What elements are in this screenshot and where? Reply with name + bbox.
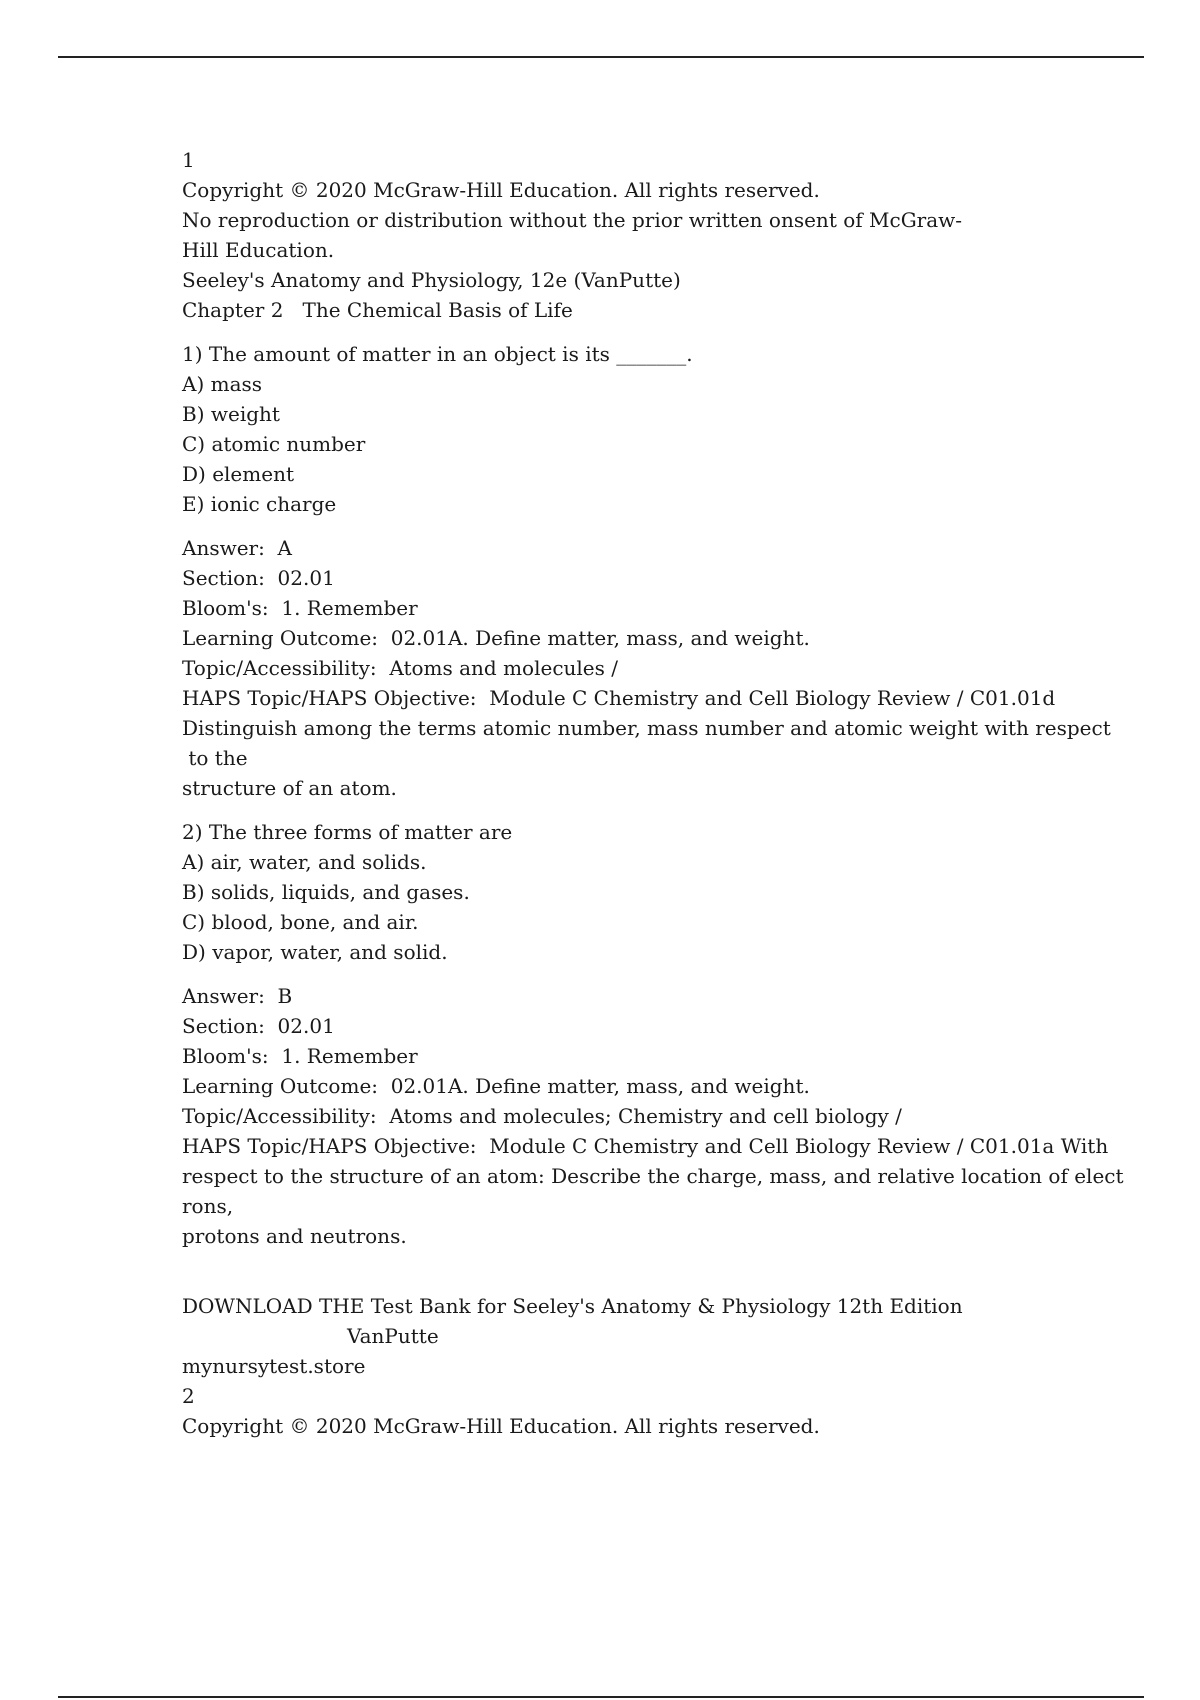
bottom-rule — [58, 1696, 1144, 1698]
copyright-line: Copyright © 2020 McGraw-Hill Education. All rights reserved. — [182, 178, 820, 202]
website-line: mynursytest.store — [182, 1354, 366, 1378]
haps-line: rons, — [182, 1194, 234, 1218]
answer-key: Answer: A — [182, 536, 292, 560]
answer-key: Answer: B — [182, 984, 293, 1008]
question-block — [182, 339, 1111, 803]
copyright-line: Copyright © 2020 McGraw-Hill Education. All rights reserved. — [182, 1414, 820, 1438]
blooms-level: Bloom's: 1. Remember — [182, 1044, 418, 1068]
haps-line: HAPS Topic/HAPS Objective: Module C Chemistry and Cell Biology Review / C01.01a With — [182, 1134, 1109, 1158]
page-number: 2 — [182, 1384, 195, 1408]
notice-line: No reproduction or distribution without the prior written onsent of McGraw- — [182, 208, 963, 232]
question-text: 1) The amount of matter in an object is its _______. — [182, 342, 693, 366]
haps-line: respect to the structure of an atom: Describe the charge, mass, and relative location of elect — [182, 1164, 1124, 1188]
download-line: DOWNLOAD THE Test Bank for Seeley's Anatomy & Physiology 12th Edition — [182, 1294, 963, 1318]
answer-option: B) solids, liquids, and gases. — [182, 880, 470, 904]
book-title: Seeley's Anatomy and Physiology, 12e (VanPutte) — [182, 268, 681, 292]
topic-line: Topic/Accessibility: Atoms and molecules; Chemistry and cell biology / — [182, 1104, 902, 1128]
chapter-title: Chapter 2 The Chemical Basis of Life — [182, 298, 573, 322]
answer-option: C) blood, bone, and air. — [182, 910, 419, 934]
learning-outcome: Learning Outcome: 02.01A. Define matter, mass, and weight. — [182, 626, 810, 650]
haps-line: to the — [182, 746, 248, 770]
answer-option: A) air, water, and solids. — [182, 850, 427, 874]
page-number: 1 — [182, 148, 195, 172]
answer-option: E) ionic charge — [182, 492, 337, 516]
document-body — [182, 145, 1124, 1441]
answer-option: B) weight — [182, 402, 280, 426]
top-rule — [58, 56, 1144, 58]
haps-line: Distinguish among the terms atomic number, mass number and atomic weight with respect — [182, 716, 1111, 740]
answer-option: C) atomic number — [182, 432, 366, 456]
answer-option: D) vapor, water, and solid. — [182, 940, 448, 964]
learning-outcome: Learning Outcome: 02.01A. Define matter, mass, and weight. — [182, 1074, 810, 1098]
question-text: 2) The three forms of matter are — [182, 820, 513, 844]
question-block — [182, 817, 1124, 1251]
haps-line: HAPS Topic/HAPS Objective: Module C Chemistry and Cell Biology Review / C01.01d — [182, 686, 1056, 710]
author-line: VanPutte — [347, 1324, 439, 1348]
answer-option: D) element — [182, 462, 294, 486]
section-ref: Section: 02.01 — [182, 566, 335, 590]
haps-line: structure of an atom. — [182, 776, 397, 800]
notice-line: Hill Education. — [182, 238, 335, 262]
answer-option: A) mass — [182, 372, 263, 396]
blooms-level: Bloom's: 1. Remember — [182, 596, 418, 620]
topic-line: Topic/Accessibility: Atoms and molecules / — [182, 656, 618, 680]
haps-line: protons and neutrons. — [182, 1224, 407, 1248]
section-ref: Section: 02.01 — [182, 1014, 335, 1038]
